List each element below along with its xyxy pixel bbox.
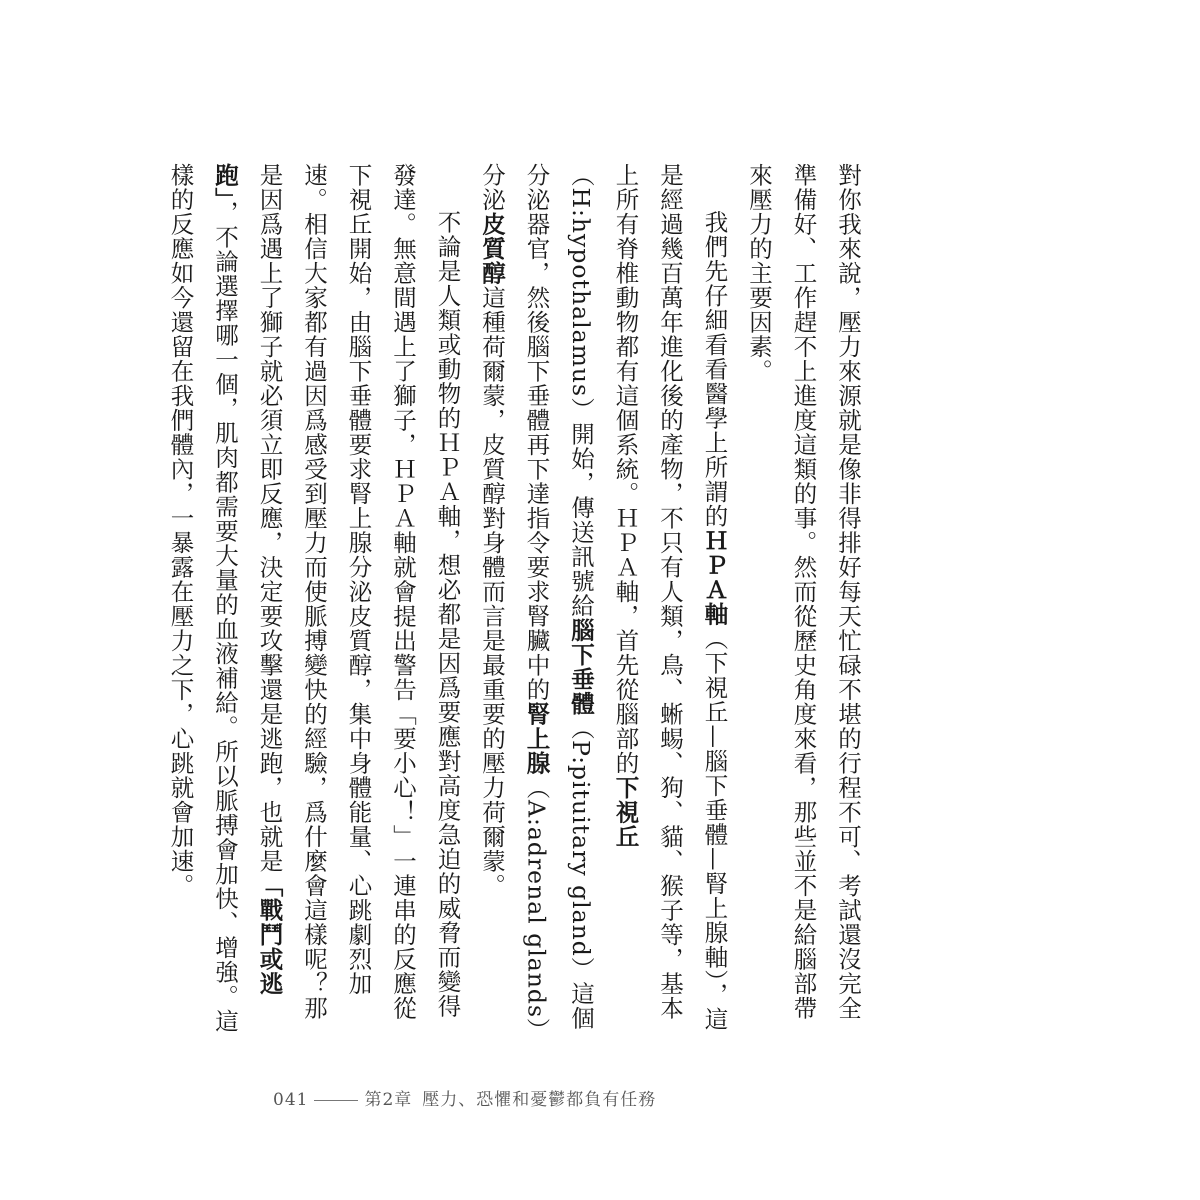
- text-run: ，不論選擇哪一個，肌肉都需要大量的血液補給。所以脈搏會加快、增強。這樣的反應如今還留在我們體內，一暴露在壓力之下，心跳就會加速。: [166, 163, 239, 1034]
- chapter-title: 壓力、恐懼和憂鬱都負有任務: [422, 1090, 657, 1110]
- text-run: （下視丘—腦下垂體—腎上腺軸），這是經過幾百萬年進化後的產物，不只有人類，鳥、蜥蜴、狗、貓、猴子等，基本上所有脊椎動物都有這個系統。ＨＰＡ軸，首先從腦部的: [611, 163, 729, 1032]
- body-text: [158, 163, 870, 1035]
- text-run: 不論是人類或動物的ＨＰＡ軸，想必都是因爲要應對高度急迫的威脅而變得發達。無意間遇上了獅子，ＨＰＡ軸就會提出警告「要小心！」一連串的反應從下視丘開始，由腦下垂體要求腎上腺分泌皮質醇，集中身體能量、心跳劇烈加速。相信大家都有過因爲感受到壓力而使脈搏變快的經驗，爲什麼會這樣呢？那是因爲遇上了獅子就必須立即反應，決定要攻擊還是逃跑，也就是: [255, 163, 462, 1021]
- bold-term: 皮質醇: [478, 212, 506, 286]
- text-run: 我們先仔細看看醫學上所謂的: [700, 210, 729, 529]
- footer-dash: [314, 1100, 358, 1101]
- bold-term: ＨＰＡ軸: [700, 528, 729, 627]
- bold-term: 腦下垂體: [567, 617, 595, 716]
- text-run: （A:adrenal glands）分泌: [478, 163, 551, 1031]
- chapter-label: 第2章: [364, 1090, 413, 1110]
- text-run: 這種荷爾蒙，皮質醇對身體而言是最重要的壓力荷爾蒙。: [478, 285, 506, 898]
- paragraph: [158, 163, 470, 1035]
- page-footer: [273, 1085, 656, 1110]
- text-run: 對你我來說，壓力來源就是像非得排好每天忙碌不堪的行程不可、考試還沒完全準備好、工作趕不上進度這類的事。然而從歷史角度來看，那些並不是給腦部帶來壓力的主要因素。: [745, 163, 862, 1021]
- bold-term: 「戰鬥或逃跑」: [211, 163, 284, 996]
- bold-term: 下視丘: [611, 775, 640, 849]
- text-run: （H:hypothalamus）開始，傳送訊號給: [567, 163, 595, 618]
- paragraph: [470, 163, 737, 1035]
- text-run: （P:pituitary gland）這個分泌器官，然後腦下垂體再下達指令要求腎臟中的: [522, 163, 595, 1031]
- paragraph: [737, 163, 871, 1035]
- page-number: 041: [273, 1090, 309, 1110]
- bold-term: 腎上腺: [522, 702, 551, 776]
